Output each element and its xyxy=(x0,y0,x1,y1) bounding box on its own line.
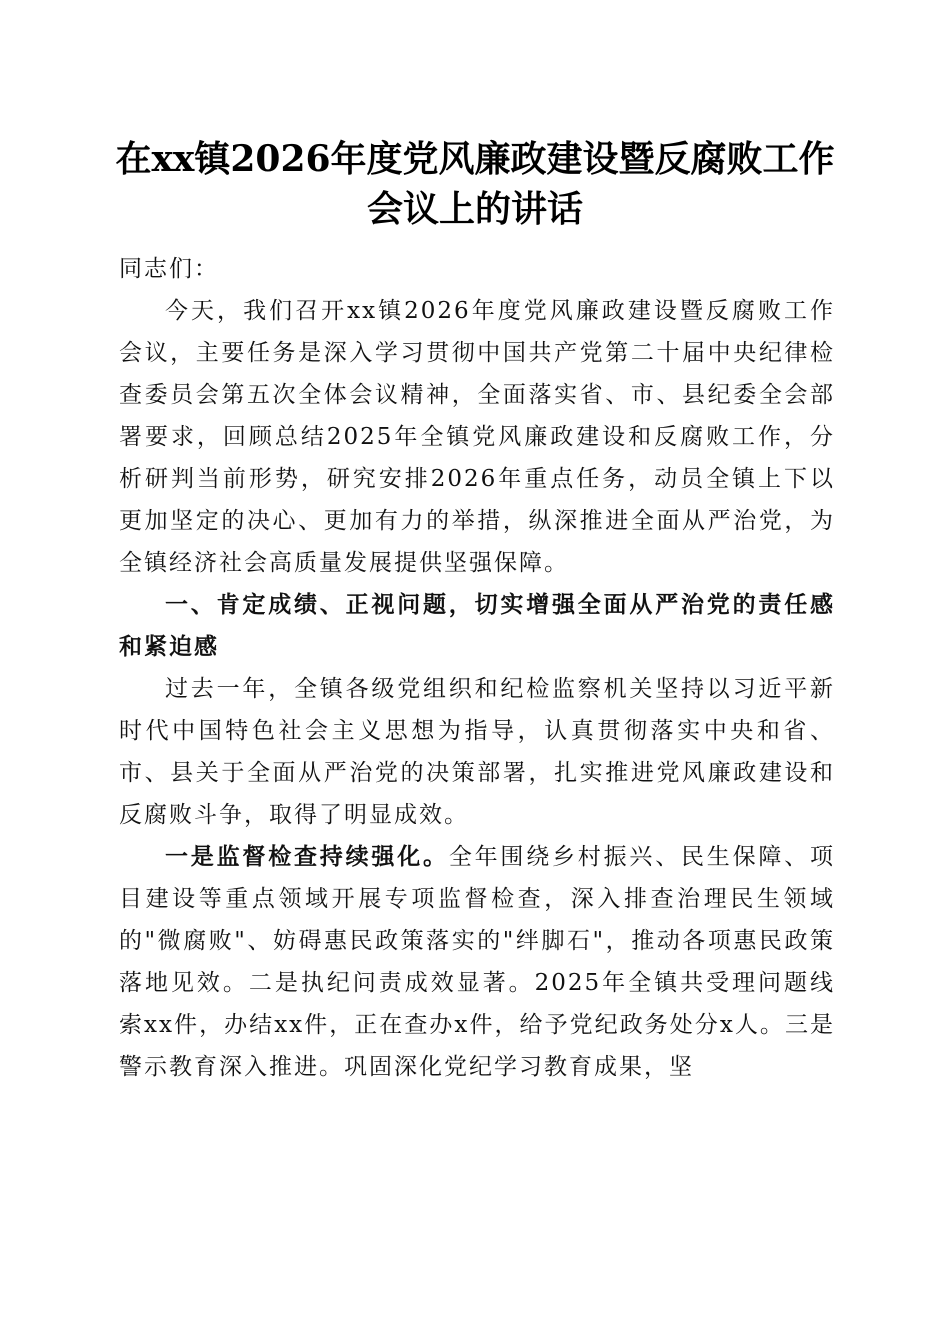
document-body xyxy=(119,248,835,1088)
section1-paragraph-2 xyxy=(119,836,835,1088)
intro-paragraph: 今天，我们召开xx镇2026年度党风廉政建设暨反腐败工作会议，主要任务是深入学习贯彻中国共产党第二十届中央纪律检查委员会第五次全体会议精神，全面落实省、市、县纪委全会部署要求，回顾总结2025年全镇党风廉政建设和反腐败工作，分析研判当前形势，研究安排2026年重点任务，动员全镇上下以更加坚定的决心、更加有力的举措，纵深推进全面从严治党，为全镇经济社会高质量发展提供坚强保障。 xyxy=(119,298,835,576)
greeting: 同志们： xyxy=(119,256,219,282)
paragraph-lead-phrase: 一是监督检查持续强化。 xyxy=(165,844,449,870)
title-line-2: 会议上的讲话 xyxy=(366,188,583,230)
section-heading-1: 一、肯定成绩、正视问题，切实增强全面从严治党的责任感和紧迫感 xyxy=(119,592,835,660)
document-title xyxy=(100,134,850,234)
title-line-1: 在xx镇2026年度党风廉政建设暨反腐败工作 xyxy=(115,138,835,180)
section1-paragraph-1: 过去一年，全镇各级党组织和纪检监察机关坚持以习近平新时代中国特色社会主义思想为指导，认真贯彻落实中央和省、市、县关于全面从严治党的决策部署，扎实推进党风廉政建设和反腐败斗争，取得了明显成效。 xyxy=(119,676,835,828)
paragraph-text: 全年围绕乡村振兴、民生保障、项目建设等重点领域开展专项监督检查，深入排查治理民生领域的"微腐败"、妨碍惠民政策落实的"绊脚石"，推动各项惠民政策落地见效。二是执纪问责成效显著。2025年全镇共受理问题线索xx件，办结xx件，正在查办x件，给予党纪政务处分x人。三是警示教育深入推进。巩固深化党纪学习教育成果，坚 xyxy=(119,844,836,1080)
